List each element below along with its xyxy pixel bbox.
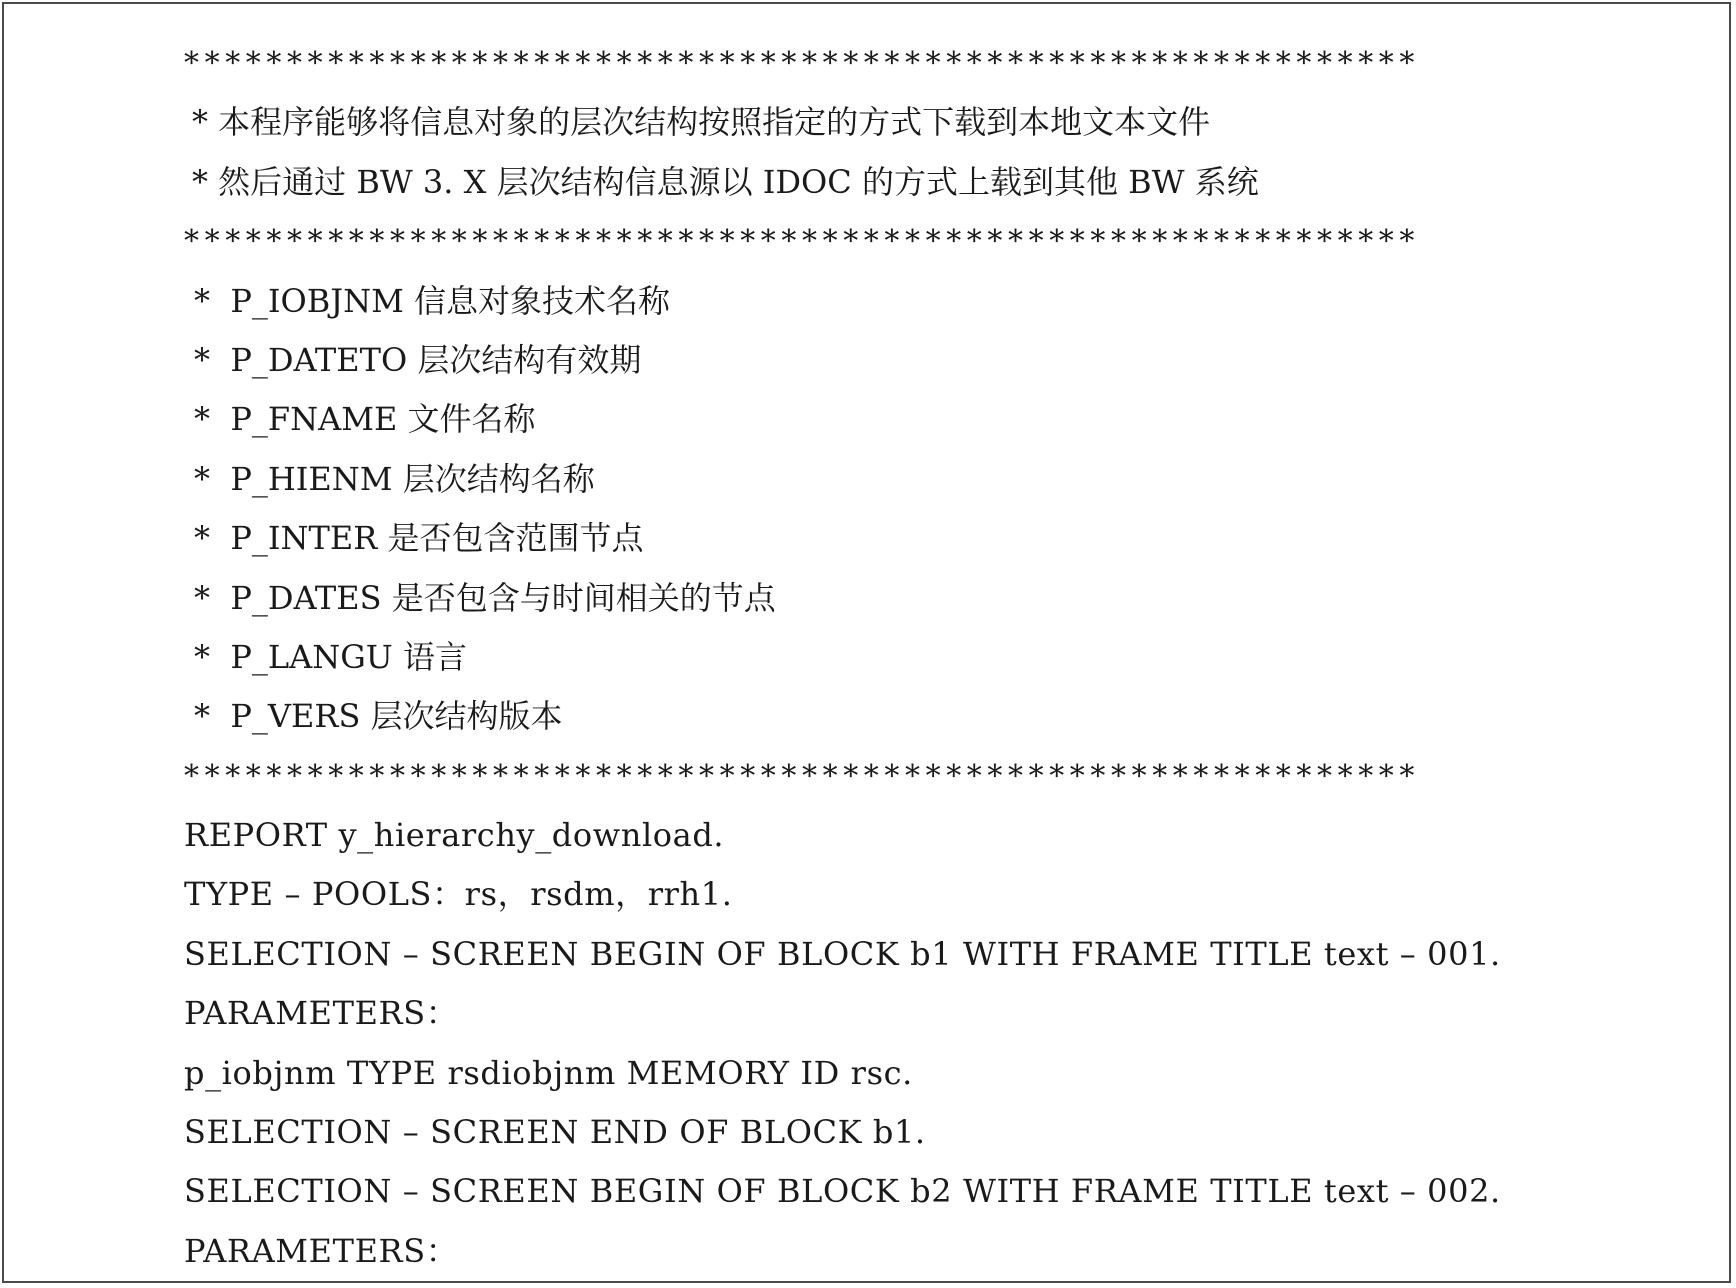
parameter-comment-inter: * P_INTER 是否包含范围节点	[194, 519, 644, 558]
comment-description-line-1: * 本程序能够将信息对象的层次结构按照指定的方式下载到本地文本文件	[192, 103, 1211, 142]
code-line-block-b2-begin: SELECTION – SCREEN BEGIN OF BLOCK b2 WITH FRAME TITLE text – 002.	[184, 1172, 1501, 1211]
parameter-comment-langu: * P_LANGU 语言	[194, 637, 467, 676]
comment-description-line-2: * 然后通过 BW 3. X 层次结构信息源以 IDOC 的方式上载到其他 BW 系统	[192, 162, 1259, 201]
parameter-comment-dates: * P_DATES 是否包含与时间相关的节点	[194, 578, 776, 617]
parameter-comment-dateto: * P_DATETO 层次结构有效期	[194, 340, 642, 379]
code-line-block-b1-end: SELECTION – SCREEN END OF BLOCK b1.	[184, 1113, 926, 1152]
parameter-comment-fname: * P_FNAME 文件名称	[194, 400, 536, 439]
code-line-p-iobjnm: p_iobjnm TYPE rsdiobjnm MEMORY ID rsc.	[184, 1053, 913, 1092]
comment-separator-middle: ************************************************************	[184, 224, 1420, 260]
code-line-block-b1-begin: SELECTION – SCREEN BEGIN OF BLOCK b1 WITH FRAME TITLE text – 001.	[184, 934, 1501, 973]
comment-separator-bottom: ************************************************************	[184, 758, 1420, 794]
parameter-comment-vers: * P_VERS 层次结构版本	[194, 697, 563, 736]
parameter-comment-hienm: * P_HIENM 层次结构名称	[194, 459, 595, 498]
code-listing	[184, 34, 1704, 1281]
code-line-report: REPORT y_hierarchy_download.	[184, 816, 725, 855]
code-line-type-pools: TYPE – POOLS：rs，rsdm，rrh1.	[184, 875, 733, 914]
parameter-comment-iobjnm: * P_IOBJNM 信息对象技术名称	[194, 281, 671, 320]
code-line-parameters-1: PARAMETERS：	[184, 994, 459, 1033]
comment-separator-top: ************************************************************	[184, 46, 1420, 81]
code-listing-frame	[2, 2, 1731, 1283]
code-line-parameters-2: PARAMETERS：	[184, 1231, 459, 1270]
